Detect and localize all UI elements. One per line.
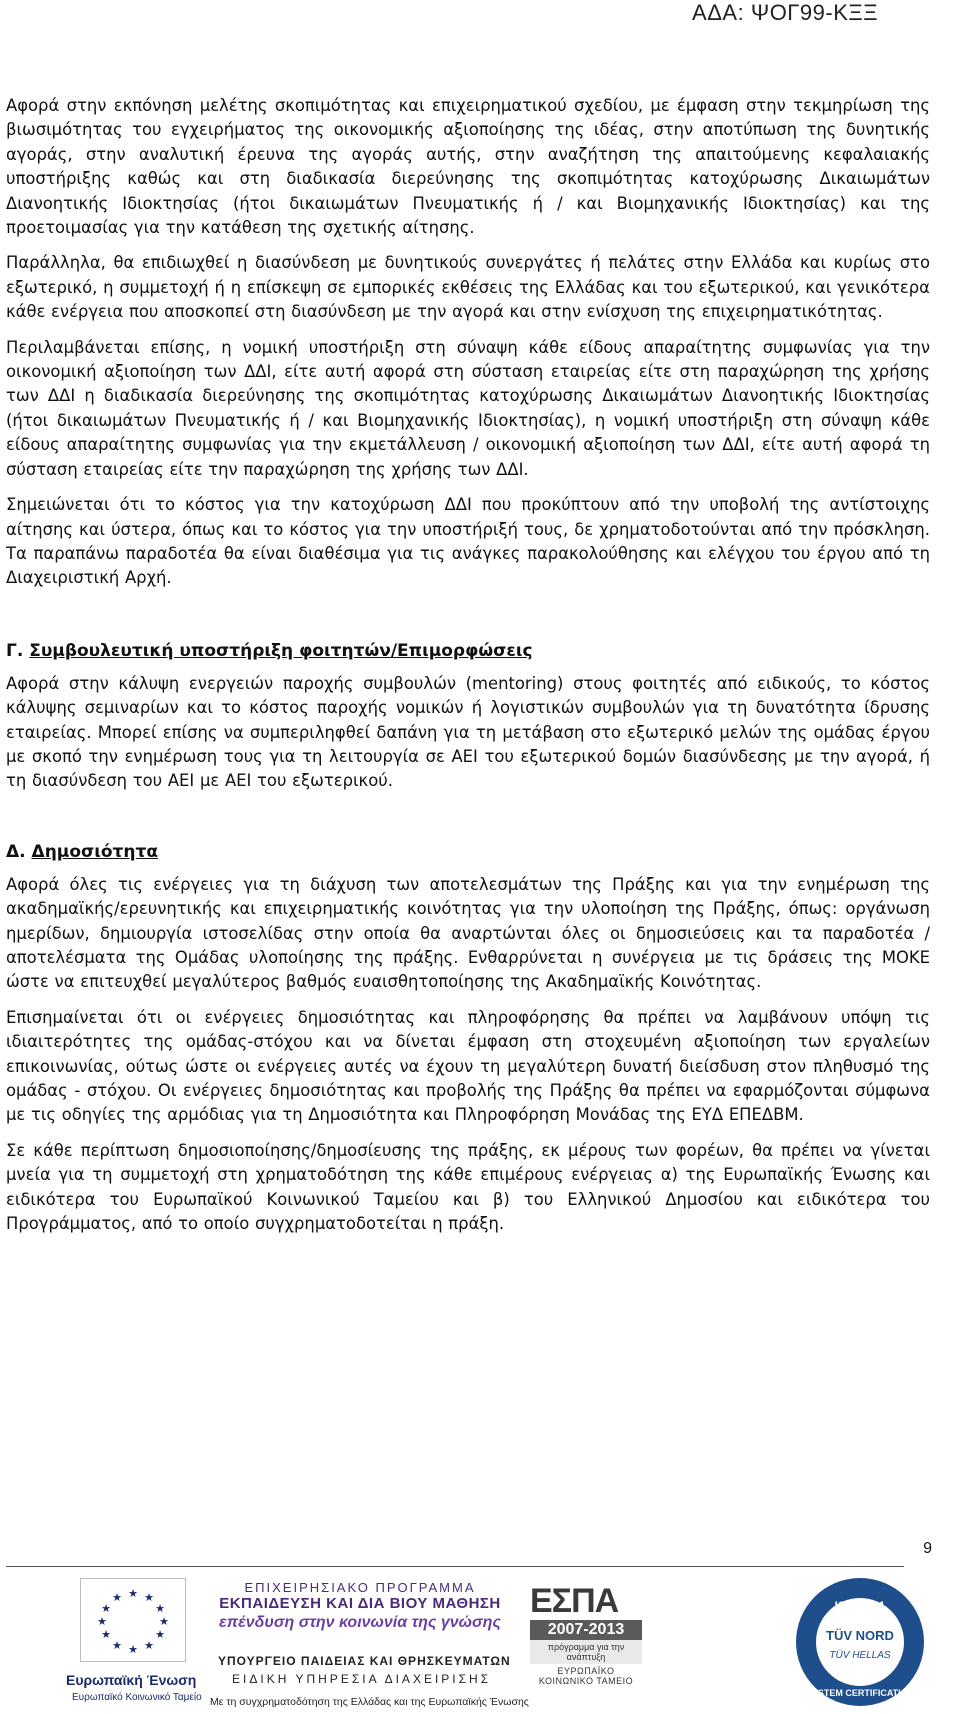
eu-fund: Ευρωπαϊκό Κοινωνικό Ταμείο [72, 1692, 202, 1703]
eu-name: Ευρωπαϊκή Ένωση [66, 1672, 197, 1688]
program-line2: ΕΚΠΑΙΔΕΥΣΗ ΚΑΙ ΔΙΑ ΒΙΟΥ ΜΑΘΗΣΗ [219, 1595, 501, 1612]
espa-fund: ΕΥΡΩΠΑΪΚΟ ΚΟΙΝΩΝΙΚΟ ΤΑΜΕΙΟ [538, 1666, 634, 1686]
section-heading-g-title: Συμβουλευτική υποστήριξη φοιτητών/Επιμορφώσεις [29, 640, 533, 661]
ada-code: ΑΔΑ: ΨΟΓ99-ΚΞΞ [692, 0, 878, 25]
footer-divider [6, 1566, 904, 1567]
paragraph-networking: Παράλληλα, θα επιδιωχθεί η διασύνδεση με δυνητικούς συνεργάτες ή πελάτες στην Ελλάδα και κυρίως στο εξωτερικό, η συμμετοχή ή η επίσκεψη σε εμπορικές εκθέσεις της Ελλάδας και του εξωτερικού, και γενικότερα κάθε ενέργεια που αποσκοπεί στη διασύνδεση με την αγορά και στην ενίσχυση της επιχειρηματικότητας. [6, 253, 930, 322]
paragraph-feasibility: Αφορά στην εκπόνηση μελέτης σκοπιμότητας και επιχειρηματικού σχεδίου, με έμφαση στην τεκμηρίωση της βιωσιμότητας του εγχειρήματος της οικονομικής αξιοποίησης της ιδέας, στην αποτύπωση της δυνητικής αγοράς, στην αναλυτική έρευνα της αγοράς αυτής, στην αναζήτηση της απαιτούμενης κεφαλαιακής υποστήριξης καθώς και στη διαδικασία διερεύνησης της σκοπιμότητας κατοχύρωσης Δικαιωμάτων Διανοητικής Ιδιοκτησίας (ήτοι δικαιωμάτων Πνευματικής ή / και Βιομηχανικής Ιδιοκτησίας) και της προετοιμασίας για την κατάθεση της σχετικής αίτησης. [6, 96, 930, 238]
svg-text:★: ★ [112, 1639, 122, 1652]
paragraph-funding-mention: Σε κάθε περίπτωση δημοσιοποίησης/δημοσίευσης της πράξης, εκ μέρους των φορέων, θα πρέπει να γίνεται μνεία για τη συμμετοχή στη χρηματοδότηση της κάθε επιμέρους ενέργειας α) της Ευρωπαϊκής Ένωσης και ειδικότερα του Ευρωπαϊκού Κοινωνικού Ταμείου και β) του Ελληνικού Δημοσίου και ειδικότερα του Προγράμματος, από το οποίο συγχρηματοδοτείται η πράξη. [6, 1140, 930, 1234]
cert-tuv: TÜV NORD [826, 1628, 894, 1643]
cert-hellas: TÜV HELLAS [829, 1650, 891, 1661]
page-number: 9 [923, 1540, 932, 1557]
section-heading-g-prefix: Γ. [6, 640, 30, 661]
section-heading-d-prefix: Δ. [6, 841, 32, 862]
program-logo [210, 1580, 510, 1632]
svg-text:★: ★ [144, 1591, 154, 1604]
program-slogan: επένδυση στην κοινωνία της γνώσης [219, 1614, 501, 1631]
paragraph-publicity: Αφορά όλες τις ενέργειες για τη διάχυση των αποτελεσμάτων της Πράξης και για την ενημέρωση της ακαδημαϊκής/ερευνητικής και επιχειρηματικής κοινότητας για την υλοποίηση της Πράξης, όπως: οργάνωση ημερίδων, δημιουργία ιστοσελίδας στην οποία θα αναρτώνται όλες οι δημοσιεύσεις και τα παραδοτέα /αποτελέσματα της Ομάδας υλοποίησης της πράξης. Ενθαρρύνεται η συνέργεια με τις δράσεις της ΜΟΚΕ ώστε να επιτευχθεί μεγαλύτερος βαθμός ευαισθητοποίησης της Ακαδημαϊκής Κοινότητας. [6, 874, 930, 992]
cert-ring: SYSTEM CERTIFICATION [805, 1688, 915, 1698]
paragraph-legal-support: Περιλαμβάνεται επίσης, η νομική υποστήριξη στη σύναψη κάθε είδους απαραίτητης συμφωνίας για την οικονομική αξιοποίηση των ΔΔΙ, είτε αυτή αφορά στη σύσταση εταιρείας είτε στη παραχώρηση της χρήσης των ΔΔΙ η διαδικασία διερεύνησης της σκοπιμότητας κατοχύρωσης Δικαιωμάτων Διανοητικής Ιδιοκτησίας (ήτοι δικαιωμάτων Πνευματικής ή / και Βιομηχανικής Ιδιοκτησίας), η νομική υποστήριξη στη σύναψη κάθε είδους απαραίτητης συμφωνίας για την εκμετάλλευση / οικονομική αξιοποίηση των ΔΔΙ, είτε αυτή αφορά τη σύσταση εταιρείας είτε την παραχώρηση της χρήσης των ΔΔΙ. [6, 337, 930, 479]
cofunding-note: Με τη συγχρηματοδότηση της Ελλάδας και της Ευρωπαϊκής Ένωσης [210, 1696, 529, 1708]
svg-text:★: ★ [144, 1639, 154, 1652]
paragraph-publicity-guidelines: Επισημαίνεται ότι οι ενέργειες δημοσιότητας και πληροφόρησης θα πρέπει να λαμβάνουν υπόψη τις ιδιαιτερότητες της ομάδας-στόχου και να δίνεται έμφαση στη στοχευμένη αξιοποίηση των εργαλείων επικοινωνίας, ούτως ώστε οι ενέργειες αυτές να έχουν τη μεγαλύτερη δυνατή διείσδυση στον πληθυσμό της ομάδας - στόχου. Οι ενέργειες δημοσιότητας και προβολής της Πράξης θα πρέπει να εφαρμόζονται σύμφωνα με τις οδηγίες της αρμόδιας για τη Δημοσιότητα και Πληροφόρηση Μονάδας της ΕΥΔ ΕΠΕΔΒΜ. [6, 1007, 930, 1125]
ministry-name: ΥΠΟΥΡΓΕΙΟ ΠΑΙΔΕΙΑΣ ΚΑΙ ΘΡΗΣΚΕΥΜΑΤΩΝ [218, 1654, 511, 1668]
paragraph-mentoring: Αφορά στην κάλυψη ενεργειών παροχής συμβουλών (mentoring) στους φοιτητές από ειδικούς, το κόστος κάλυψης σεμιναρίων και το κόστος παροχής νομικών ή λογιστικών συμβουλών για τη δυνατότητα ίδρυσης εταιρείας. Μπορεί επίσης να συμπεριληφθεί δαπάνη για τη μετάβαση στο εξωτερικό μελών της ομάδας έργου με σκοπό την ενημέρωση τους για τη λειτουργία σε ΑΕΙ του εξωτερικού δομών διασύνδεσης με την αγορά, ή τη διασύνδεση του ΑΕΙ με ΑΕΙ του εξωτερικού. [6, 673, 930, 791]
eu-flag-icon [80, 1578, 186, 1662]
espa-years: 2007-2013 [530, 1620, 642, 1640]
svg-text:★: ★ [128, 1643, 138, 1656]
paragraph-ip-cost-note: Σημειώνεται ότι το κόστος για την κατοχύρωση ΔΔΙ που προκύπτουν από την υποβολή της αντίστοιχης αίτησης και ύστερα, όπως και το κόστος για την υποστήριξή τους, δε χρηματοδοτούνται από την πρόσκληση. Τα παραπάνω παραδοτέα θα είναι διαθέσιμα για τις ανάγκες παρακολούθησης και ελέγχου του έργου από τη Διαχειριστική Αρχή. [6, 495, 930, 588]
svg-text:★: ★ [155, 1628, 165, 1641]
svg-text:★: ★ [101, 1602, 111, 1615]
program-line1: ΕΠΙΧΕΙΡΗΣΙΑΚΟ ΠΡΟΓΡΑΜΜΑ [244, 1580, 476, 1595]
espa-title: ΕΣΠΑ [530, 1582, 619, 1620]
svg-text:★: ★ [155, 1602, 165, 1615]
espa-logo [530, 1584, 642, 1686]
section-heading-d-title: Δημοσιότητα [31, 841, 159, 862]
svg-text:★: ★ [97, 1615, 107, 1628]
document-body [6, 94, 930, 1247]
section-heading-d [6, 839, 930, 865]
svg-text:★: ★ [101, 1628, 111, 1641]
cert-iso: ISO 9001 [834, 1599, 886, 1613]
section-heading-g [6, 638, 930, 664]
iso-certification-seal-icon [792, 1574, 928, 1710]
espa-motto: πρόγραμμα για την ανάπτυξη [530, 1640, 642, 1664]
special-service-name: ΕΙΔΙΚΗ ΥΠΗΡΕΣΙΑ ΔΙΑΧΕΙΡΙΣΗΣ [232, 1672, 492, 1686]
svg-text:★: ★ [128, 1587, 138, 1600]
footer-logos [0, 1572, 960, 1713]
svg-text:★: ★ [112, 1591, 122, 1604]
svg-text:★: ★ [159, 1615, 169, 1628]
